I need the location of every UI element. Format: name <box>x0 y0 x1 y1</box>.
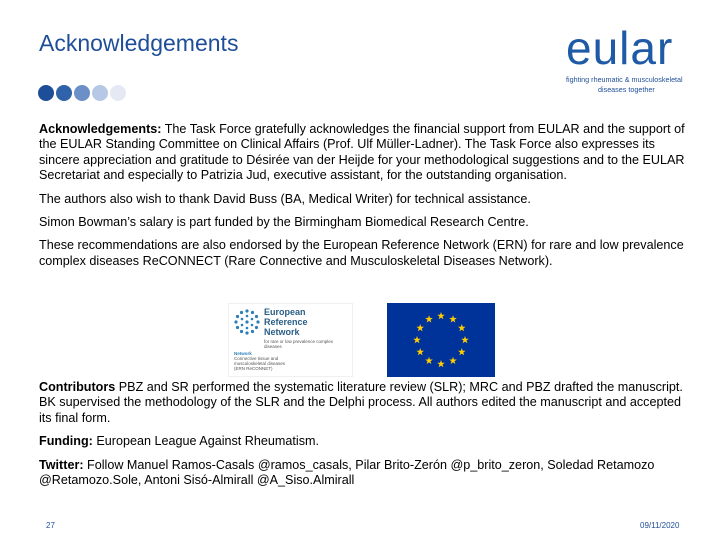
paragraph-thanks <box>39 192 689 207</box>
slide-content <box>39 122 689 277</box>
paragraph-text: These recommendations are also endorsed by the European Reference Network (ERN) for rare and low prevalence complex diseases ReCONNECT (Rare Connective and Musculoskeletal Diseases Network). <box>39 238 684 268</box>
paragraph-text: Simon Bowman’s salary is part funded by the Birmingham Biomedical Research Centre. <box>39 215 529 230</box>
ern-logo <box>228 303 353 377</box>
eu-flag-icon <box>387 303 495 377</box>
paragraph-acknowledgements <box>39 122 689 184</box>
ern-network-line: Network <box>234 351 252 356</box>
paragraph-text: The Task Force gratefully acknowledges the financial support from EULAR and the support of the EULAR Standing Committee on Clinical Affairs (Prof. Ulf Müller-Ladner). The Task Force also expresses its sincere appreciation and gratitude to Désirée van der Heijde for your methodological suggestions and to the EULAR Secretariat and especially to Patrizia Jud, executive assistant, for the outstanding organisation. <box>39 122 685 183</box>
slide-title: Acknowledgements <box>39 30 239 56</box>
decorative-dot <box>38 85 54 101</box>
eular-logo-word: eular <box>566 22 674 74</box>
paragraph-text: PBZ and SR performed the systematic literature review (SLR); MRC and PBZ drafted the manuscript. BK supervised the methodology of the SLR and the Delphi process. All authors edited the manuscript and accepted its final form. <box>39 380 683 425</box>
paragraph-label: Acknowledgements: <box>39 122 162 136</box>
ern-title <box>264 307 308 337</box>
slide-content-lower <box>39 380 689 496</box>
page-number: 27 <box>46 521 55 530</box>
eular-logo-tagline-1: fighting rheumatic & musculoskeletal <box>566 75 683 84</box>
eular-logo-tagline-2: diseases together <box>598 85 655 94</box>
ern-subtitle: for rare or low prevalence complex diseases <box>264 339 334 350</box>
decorative-dot <box>92 85 108 101</box>
ern-title-line: European <box>264 307 306 317</box>
paragraph-label: Twitter: <box>39 457 84 472</box>
ern-circle-icon <box>233 308 261 336</box>
decorative-dot <box>110 85 126 101</box>
paragraph-funding <box>39 434 689 449</box>
paragraph-salary <box>39 215 689 230</box>
paragraph-text: Follow Manuel Ramos-Casals @ramos_casals, Pilar Brito-Zerón @p_brito_zeron, Soledad Retamozo @Retamozo.Sole, Antoni Sisó-Almirall @A_Siso.Almirall <box>39 457 655 488</box>
paragraph-label: Contributors <box>39 380 116 394</box>
paragraph-text: The authors also wish to thank David Buss (BA, Medical Writer) for technical assistance. <box>39 191 531 206</box>
ern-title-line: Reference <box>264 317 308 327</box>
decorative-dot <box>56 85 72 101</box>
ern-network-name <box>234 351 294 371</box>
footer-date: 09/11/2020 <box>640 521 680 530</box>
paragraph-label: Funding: <box>39 434 93 449</box>
ern-network-line: Connective tissue and musculoskeletal diseases (ERN ReCONNET) <box>234 356 286 371</box>
endorsement-logos <box>0 303 720 377</box>
paragraph-twitter <box>39 458 689 489</box>
ern-title-line: Network <box>264 327 300 337</box>
paragraph-text: European League Against Rheumatism. <box>92 434 319 449</box>
eular-logo <box>560 22 700 97</box>
decorative-dots <box>38 85 126 101</box>
decorative-dot <box>74 85 90 101</box>
paragraph-contributors <box>39 380 689 426</box>
paragraph-endorsement <box>39 238 689 269</box>
